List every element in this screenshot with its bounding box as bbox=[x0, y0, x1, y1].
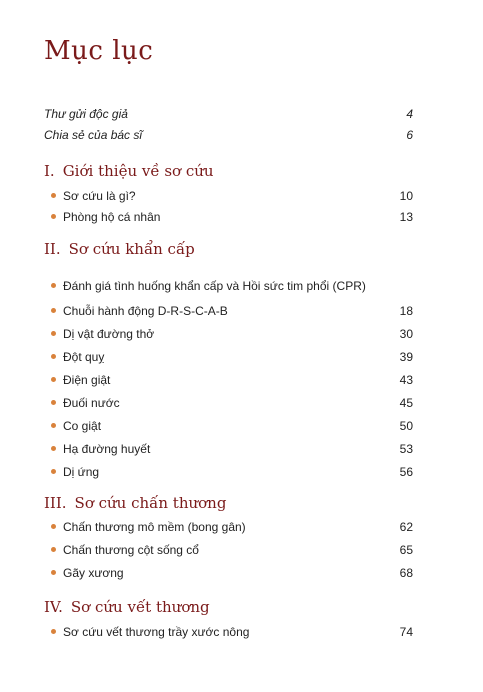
toc-entry[interactable] bbox=[63, 209, 413, 225]
bullet-icon bbox=[51, 308, 56, 313]
toc-page: 50 bbox=[399, 419, 413, 433]
toc-label: Sơ cứu vết thương trầy xước nông bbox=[63, 625, 250, 639]
toc-label: Đuối nước bbox=[63, 396, 120, 410]
bullet-icon bbox=[51, 354, 56, 359]
toc-entry[interactable] bbox=[63, 326, 413, 342]
bullet-icon bbox=[51, 331, 56, 336]
section-title: Sơ cứu chấn thương bbox=[74, 494, 227, 512]
toc-entry[interactable] bbox=[63, 542, 413, 558]
bullet-icon bbox=[51, 446, 56, 451]
toc-label: Chấn thương mô mềm (bong gân) bbox=[63, 520, 246, 534]
toc-page: 65 bbox=[399, 543, 413, 557]
toc-page: 30 bbox=[399, 327, 413, 341]
toc-entry[interactable] bbox=[63, 372, 413, 388]
toc-page: 62 bbox=[399, 520, 413, 534]
toc-page bbox=[393, 278, 413, 294]
bullet-icon bbox=[51, 629, 56, 634]
toc-entry[interactable] bbox=[63, 349, 413, 365]
section-title: Giới thiệu về sơ cứu bbox=[62, 162, 214, 180]
toc-entry[interactable] bbox=[63, 441, 413, 457]
bullet-icon bbox=[51, 547, 56, 552]
toc-label: Dị ứng bbox=[63, 465, 100, 479]
bullet-icon bbox=[51, 283, 56, 288]
toc-page: 68 bbox=[399, 566, 413, 580]
toc-label: Đột quỵ bbox=[63, 350, 105, 364]
section-number: II. bbox=[44, 240, 61, 258]
toc-label: Chuỗi hành động D-R-S-C-A-B bbox=[63, 304, 228, 318]
toc-entry[interactable] bbox=[63, 303, 413, 319]
toc-page: 4 bbox=[406, 107, 413, 121]
section-number: IV. bbox=[44, 598, 63, 616]
toc-label: Chia sẻ của bác sĩ bbox=[44, 128, 143, 142]
toc-entry[interactable] bbox=[63, 565, 413, 581]
toc-label: Đánh giá tình huống khẩn cấp và Hồi sức tim phổi (CPR) bbox=[63, 279, 366, 293]
section-title: Sơ cứu vết thương bbox=[70, 598, 210, 616]
toc-page: 74 bbox=[399, 625, 413, 639]
toc-entry[interactable] bbox=[63, 418, 413, 434]
toc-label: Điện giật bbox=[63, 373, 111, 387]
section-number: III. bbox=[44, 494, 67, 512]
toc-entry[interactable] bbox=[63, 624, 413, 640]
section-heading[interactable] bbox=[44, 162, 214, 180]
toc-entry[interactable] bbox=[63, 464, 413, 480]
toc-page: 10 bbox=[399, 189, 413, 203]
toc-entry[interactable] bbox=[63, 278, 413, 294]
toc-page: 43 bbox=[399, 373, 413, 387]
section-heading[interactable] bbox=[44, 598, 210, 616]
toc-page: 6 bbox=[406, 128, 413, 142]
toc-entry[interactable] bbox=[44, 106, 413, 122]
toc-page: 18 bbox=[399, 304, 413, 318]
toc-page: 53 bbox=[399, 442, 413, 456]
toc-label: Phòng hộ cá nhân bbox=[63, 210, 161, 224]
section-number: I. bbox=[44, 162, 55, 180]
toc-entry[interactable] bbox=[63, 519, 413, 535]
toc-entry[interactable] bbox=[63, 395, 413, 411]
bullet-icon bbox=[51, 214, 56, 219]
bullet-icon bbox=[51, 524, 56, 529]
section-heading[interactable] bbox=[44, 494, 226, 512]
bullet-icon bbox=[51, 469, 56, 474]
toc-page: 13 bbox=[399, 210, 413, 224]
section-heading[interactable] bbox=[44, 240, 195, 258]
toc-label: Chấn thương cột sống cổ bbox=[63, 543, 199, 557]
bullet-icon bbox=[51, 423, 56, 428]
bullet-icon bbox=[51, 193, 56, 198]
toc-label: Sơ cứu là gì? bbox=[63, 189, 136, 203]
bullet-icon bbox=[51, 570, 56, 575]
toc-page: 56 bbox=[399, 465, 413, 479]
toc-page: 45 bbox=[399, 396, 413, 410]
toc-page: 39 bbox=[399, 350, 413, 364]
toc-entry[interactable] bbox=[44, 127, 413, 143]
section-title: Sơ cứu khẩn cấp bbox=[68, 240, 195, 258]
toc-label: Thư gửi độc giả bbox=[44, 107, 128, 121]
bullet-icon bbox=[51, 400, 56, 405]
page-title: Mục lục bbox=[44, 36, 154, 66]
toc-label: Dị vật đường thở bbox=[63, 327, 155, 341]
toc-label: Co giật bbox=[63, 419, 102, 433]
toc-label: Hạ đường huyết bbox=[63, 442, 151, 456]
toc-label: Gãy xương bbox=[63, 566, 124, 580]
bullet-icon bbox=[51, 377, 56, 382]
toc-entry[interactable] bbox=[63, 188, 413, 204]
